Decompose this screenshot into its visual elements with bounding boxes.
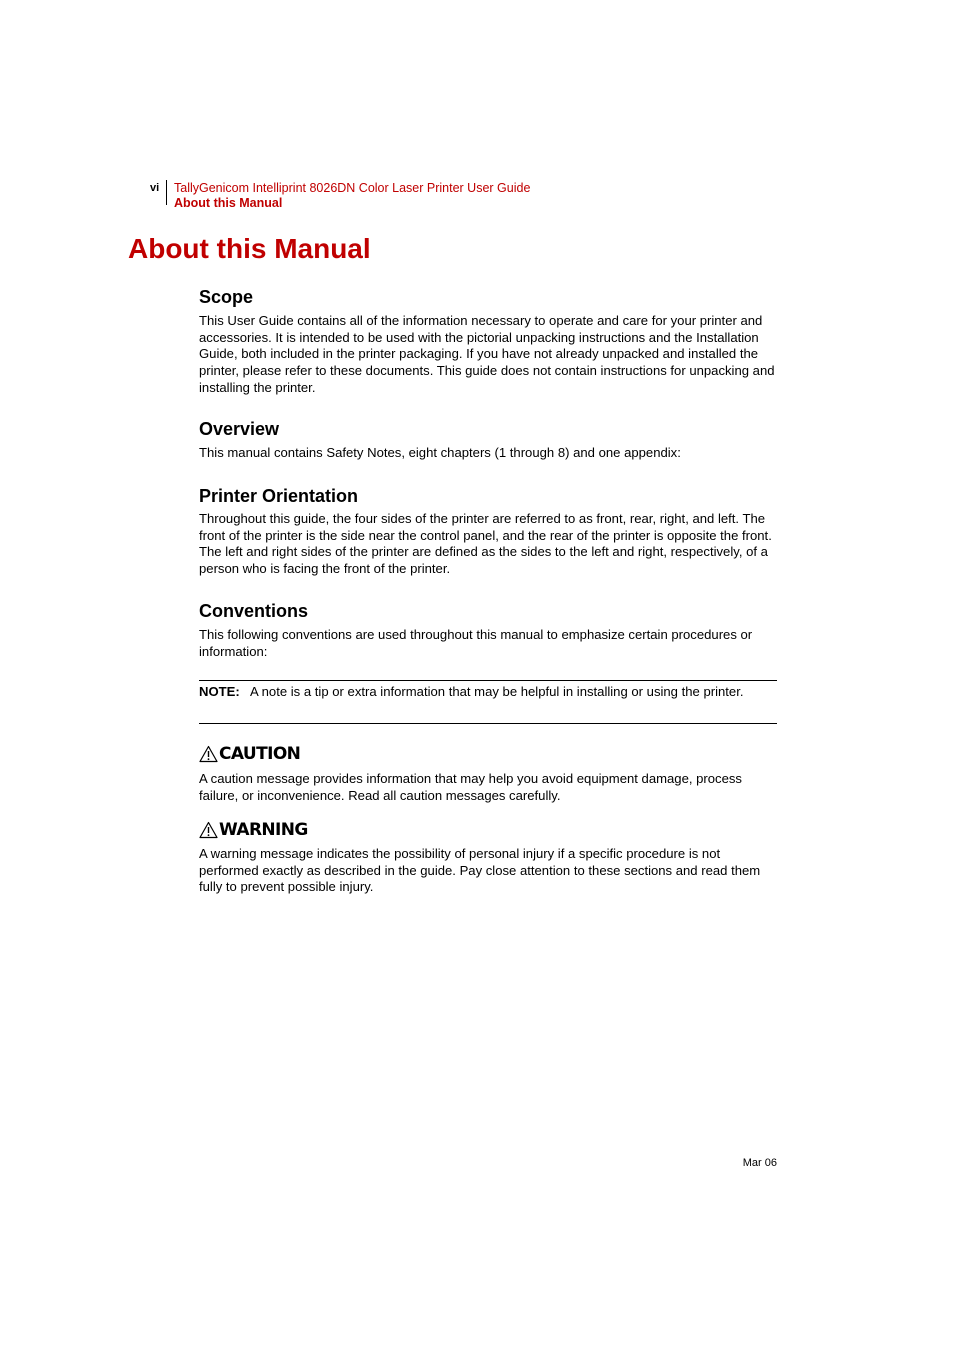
scope-body: This User Guide contains all of the information necessary to operate and care for your printer and accessories. It is intended to be used with the pictorial unpacking instructions and the Installation Guide, both included in the printer packaging. If you have not already unpacked and installed the printer, please refer to these documents. This guide does not contain instructions for unpacking and installing the printer. [199,313,775,395]
section-overview [199,417,777,462]
page-number: vi [150,182,160,194]
caution-block [199,742,777,804]
header-section: About this Manual [174,196,283,210]
footer-date: Mar 06 [742,1157,777,1169]
orientation-heading: Printer Orientation [199,486,359,506]
header-divider [166,180,167,205]
note-box [199,680,777,724]
warning-body: A warning message indicates the possibility of personal injury if a specific procedure is not performed exactly as described in the guide. Pay close attention to these sections and read them fully to prevent possible injury. [199,846,761,895]
overview-body: This manual contains Safety Notes, eight chapters (1 through 8) and one appendix: [199,445,681,460]
section-printer-orientation [199,484,777,578]
warning-triangle-icon [199,745,218,763]
overview-heading: Overview [199,419,280,439]
caution-body: A caution message provides information that may help you avoid equipment damage, process failure, or inconvenience. Read all caution messages carefully. [199,771,742,803]
note-label: NOTE: [199,684,240,699]
conventions-body: This following conventions are used throughout this manual to emphasize certain procedures or information: [199,627,753,659]
note-text: A note is a tip or extra information that may be helpful in installing or using the printer. [250,684,744,699]
page-title: About this Manual [128,233,371,264]
section-scope [199,285,777,397]
conventions-heading: Conventions [199,601,309,621]
warning-triangle-icon [199,821,218,839]
caution-label: CAUTION [219,744,301,764]
orientation-body: Throughout this guide, the four sides of the printer are referred to as front, rear, right, and left. The front of the printer is the side near the control panel, and the rear of the printer is opposite the front. The left and right sides of the printer are defined as the sides to the left and right, respectively, of a person who is facing the front of the printer. [199,511,772,577]
header-text [174,181,530,211]
caution-heading [199,742,777,766]
scope-heading: Scope [199,287,254,307]
book-title: TallyGenicom Intelliprint 8026DN Color Laser Printer User Guide [174,181,531,195]
warning-label: WARNING [219,820,308,840]
section-conventions [199,599,777,660]
warning-block [199,818,777,896]
warning-heading [199,818,777,842]
